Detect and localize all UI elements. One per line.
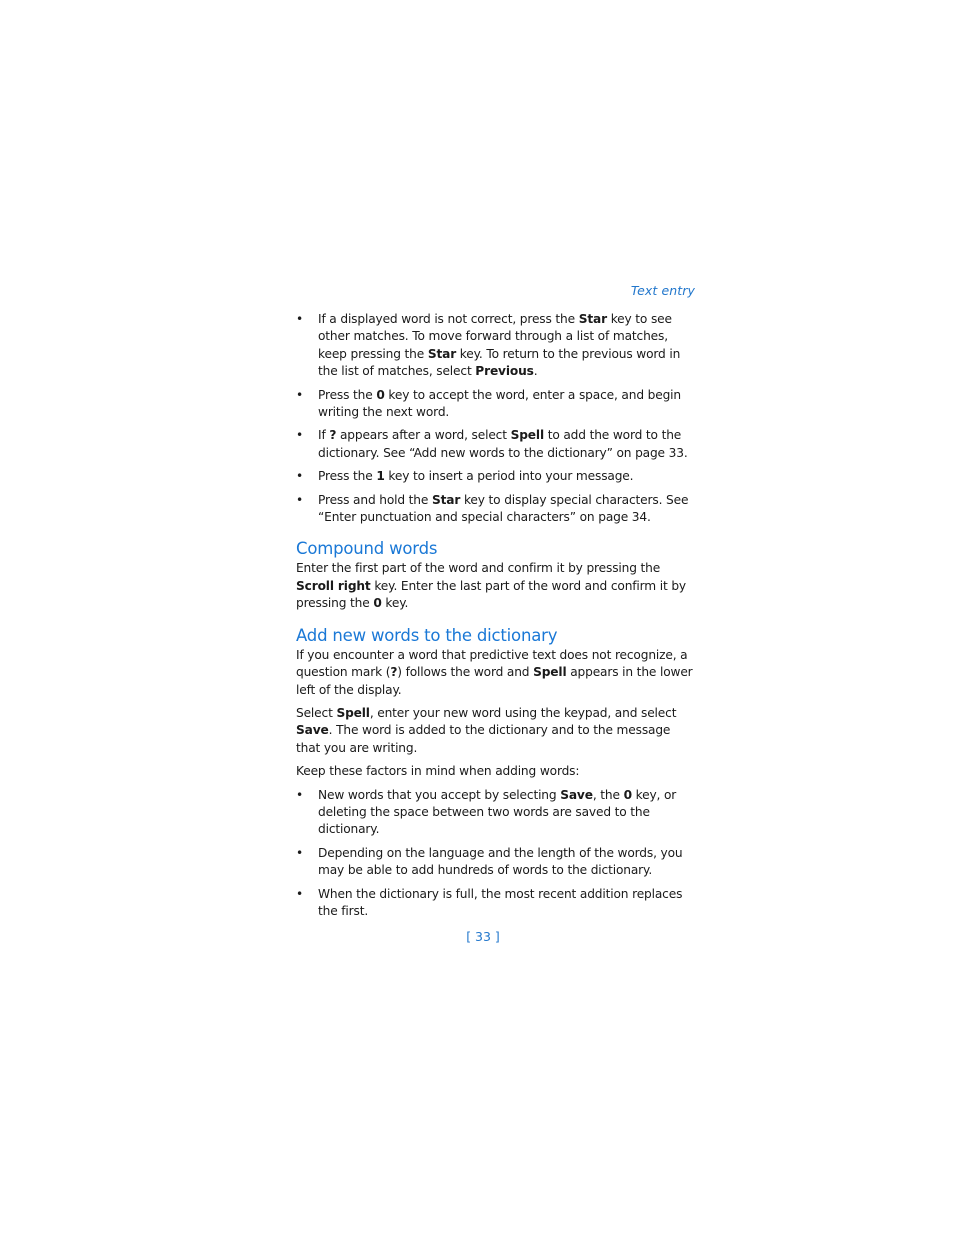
bullet-dot-icon: •	[296, 312, 304, 326]
text-run: When the dictionary is full, the most recent addition replaces the first.	[318, 886, 683, 918]
text-run: If a displayed word is not correct, press the	[318, 312, 579, 326]
intro-bullet-list	[296, 311, 698, 526]
bold-term: 0	[376, 387, 385, 402]
bullet-dot-icon: •	[296, 886, 304, 901]
text-run: Press and hold the	[318, 492, 432, 507]
text-run: key.	[381, 596, 409, 611]
bullet-item	[296, 886, 698, 921]
text-run: , enter your new word using the keypad, and select	[369, 705, 677, 720]
text-run: If you encounter a word that predictive text does not recognize, a question mark (	[296, 647, 688, 680]
text-run: Keep these factors in mind when adding words:	[296, 764, 580, 779]
add-words-heading: Add new words to the dictionary	[296, 625, 558, 645]
text-run: Press the	[318, 469, 377, 484]
bold-term: Previous	[475, 364, 534, 379]
bullet-item	[296, 845, 698, 880]
bullet-text	[318, 312, 680, 378]
bold-term: 0	[373, 596, 382, 611]
text-run: If	[318, 428, 330, 443]
bullet-dot-icon: •	[296, 428, 304, 443]
bullet-dot-icon: •	[296, 387, 304, 402]
bullet-item	[296, 427, 698, 462]
bullet-text	[318, 428, 688, 459]
text-run: Enter the first part of the word and confirm it by pressing the	[296, 561, 661, 576]
text-run: appears after a word, select	[336, 428, 511, 443]
text-run: key to insert a period into your message.	[384, 469, 634, 484]
text-run: Depending on the language and the length of the words, you may be able to add hundreds of words to the dictionary.	[318, 845, 683, 878]
body-paragraph	[296, 647, 698, 699]
bold-term: Scroll right	[296, 578, 371, 593]
page-content	[296, 311, 698, 926]
running-title: Text entry	[630, 283, 695, 298]
add-words-bullet-list	[296, 787, 698, 921]
bullet-item	[296, 468, 698, 485]
text-run: key to see other matches. To move forward through a list of matches, keep pressing the	[318, 312, 672, 361]
bullet-dot-icon: •	[296, 492, 304, 507]
bold-term: 1	[376, 469, 385, 484]
bold-term: ?	[329, 428, 337, 443]
bullet-item	[296, 311, 698, 381]
compound-words-heading: Compound words	[296, 539, 438, 559]
text-run: ) follows the word and	[397, 665, 534, 680]
text-run: key, or deleting the space between two words are saved to the dictionary.	[318, 787, 677, 837]
bullet-text	[318, 788, 676, 837]
bold-term: Save	[560, 787, 593, 802]
bullet-dot-icon: •	[296, 469, 304, 484]
body-paragraph	[296, 763, 698, 780]
compound-words-paragraph	[296, 560, 698, 612]
text-run: , the	[592, 787, 624, 802]
text-run: key. To return to the previous word in the list of matches, select	[318, 346, 681, 379]
bullet-text	[318, 493, 688, 524]
bullet-item	[296, 787, 698, 839]
bold-term: Save	[296, 723, 329, 738]
text-run: Select	[296, 705, 337, 720]
bullet-text	[318, 469, 633, 483]
text-run: to add the word to the dictionary. See “Add new words to the dictionary” on page 33.	[318, 428, 688, 460]
bold-term: Star	[431, 492, 461, 507]
text-run: . The word is added to the dictionary and to the message that you are writing.	[296, 723, 671, 755]
text-run: Press the	[318, 387, 377, 402]
bold-term: Star	[578, 312, 607, 326]
bullet-item	[296, 492, 698, 527]
bullet-dot-icon: •	[296, 845, 304, 860]
bold-term: Spell	[510, 428, 544, 443]
page-number: [ 33 ]	[466, 929, 500, 944]
bold-term: Star	[427, 346, 457, 361]
bullet-dot-icon: •	[296, 787, 304, 802]
bullet-text	[318, 388, 681, 419]
text-run: .	[533, 364, 538, 379]
body-paragraph	[296, 705, 698, 757]
bold-term: ?	[390, 665, 398, 680]
bullet-text	[318, 846, 683, 877]
bullet-item	[296, 387, 698, 422]
text-run: key to display special characters. See “Enter punctuation and special characters” on page 34.	[318, 492, 689, 525]
bold-term: Spell	[533, 665, 567, 680]
text-run: appears in the lower left of the display.	[296, 665, 693, 697]
text-run: key. Enter the last part of the word and confirm it by pressing the	[296, 578, 686, 611]
text-run: key to accept the word, enter a space, and begin writing the next word.	[318, 387, 681, 420]
bold-term: 0	[623, 787, 632, 802]
add-words-paragraphs	[296, 647, 698, 781]
text-run: New words that you accept by selecting	[318, 787, 561, 802]
bold-term: Spell	[336, 705, 370, 720]
bullet-text	[318, 887, 682, 918]
